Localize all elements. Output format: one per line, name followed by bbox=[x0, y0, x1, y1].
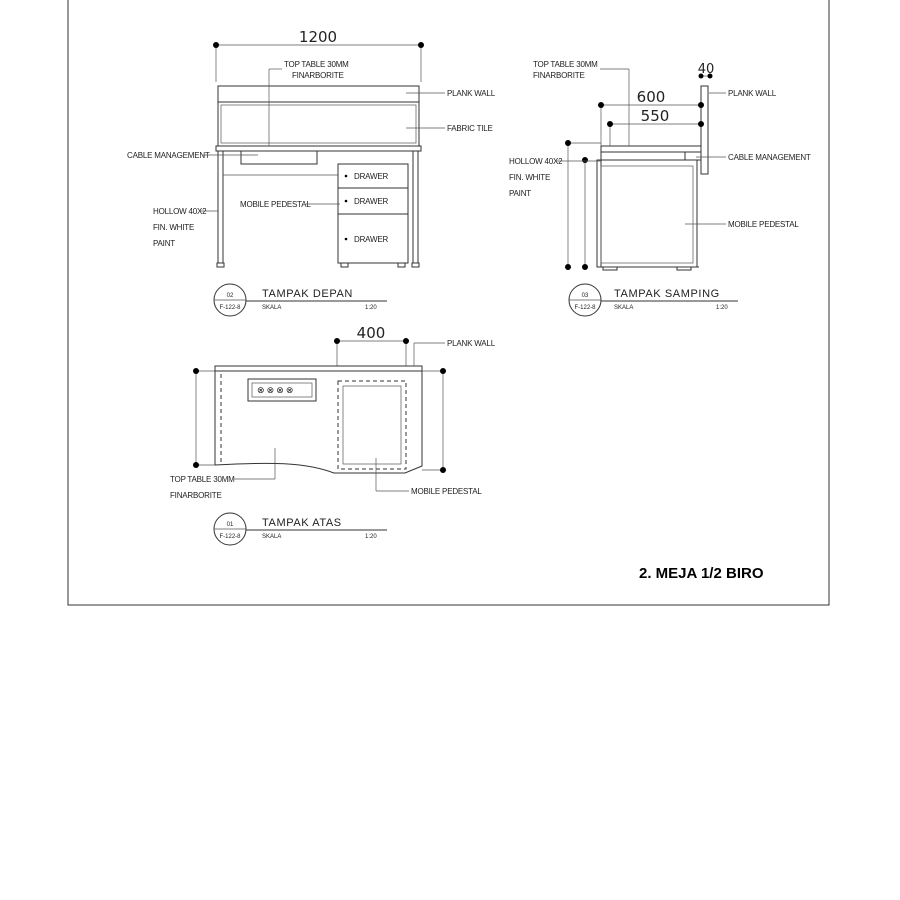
side-cable-tray bbox=[685, 152, 701, 160]
side-hollow-label-2: FIN. WHITE bbox=[509, 173, 551, 182]
side-top-table-label-2: FINARBORITE bbox=[533, 71, 585, 80]
side-dim-600: 600 bbox=[636, 88, 666, 106]
top-view-title: TAMPAK ATAS bbox=[262, 517, 342, 529]
svg-text:⊗ ⊗ ⊗ ⊗: ⊗ ⊗ ⊗ ⊗ bbox=[257, 385, 294, 395]
svg-text:SKALA: SKALA bbox=[614, 305, 634, 311]
front-hollow-label-2: FIN. WHITE bbox=[153, 223, 195, 232]
side-view bbox=[509, 60, 900, 900]
side-cable-mgmt-label: CABLE MANAGEMENT bbox=[728, 153, 811, 162]
svg-text:SKALA: SKALA bbox=[262, 305, 282, 311]
front-table-top bbox=[216, 146, 421, 151]
svg-text:F-122-8: F-122-8 bbox=[574, 305, 596, 311]
side-dim-40: 40 bbox=[697, 62, 715, 77]
svg-text:F-122-8: F-122-8 bbox=[219, 305, 241, 311]
front-view bbox=[127, 28, 496, 316]
sheet-title: 2. MEJA 1/2 BIRO bbox=[639, 565, 764, 582]
side-dim-550: 550 bbox=[640, 107, 670, 125]
svg-text:SKALA: SKALA bbox=[262, 534, 282, 540]
top-mobile-pedestal-label: MOBILE PEDESTAL bbox=[411, 487, 482, 496]
front-top-table-label-2: FINARBORITE bbox=[292, 71, 344, 80]
side-plank-wall-label: PLANK WALL bbox=[728, 89, 776, 98]
side-view-title: TAMPAK SAMPING bbox=[614, 288, 720, 300]
front-fabric-tile-label: FABRIC TILE bbox=[447, 124, 493, 133]
svg-text:1:20: 1:20 bbox=[716, 305, 728, 311]
top-top-table-label-2: FINARBORITE bbox=[170, 491, 222, 500]
front-drawer-3-label: DRAWER bbox=[354, 235, 389, 244]
top-pedestal-outline bbox=[338, 381, 406, 469]
front-top-table-label-1: TOP TABLE 30MM bbox=[284, 60, 349, 69]
svg-text:1:20: 1:20 bbox=[365, 534, 377, 540]
front-drawer-1-label: DRAWER bbox=[354, 172, 389, 181]
front-plank-wall-label: PLANK WALL bbox=[447, 89, 495, 98]
front-view-title: TAMPAK DEPAN bbox=[262, 288, 353, 300]
front-drawer-2-label: DRAWER bbox=[354, 197, 389, 206]
top-view bbox=[0, 324, 496, 900]
side-mobile-pedestal-label: MOBILE PEDESTAL bbox=[728, 220, 799, 229]
side-top-table-label-1: TOP TABLE 30MM bbox=[533, 60, 598, 69]
svg-text:F-122-8: F-122-8 bbox=[219, 534, 241, 540]
front-cable-tray bbox=[241, 151, 317, 164]
side-plank-wall bbox=[701, 86, 708, 174]
top-plank-wall-label: PLANK WALL bbox=[447, 339, 495, 348]
front-plank-wall bbox=[218, 86, 419, 102]
front-cable-mgmt-label: CABLE MANAGEMENT bbox=[127, 151, 210, 160]
side-hollow-label-3: PAINT bbox=[509, 189, 531, 198]
svg-text:1:20: 1:20 bbox=[365, 305, 377, 311]
front-fabric-tile bbox=[218, 102, 419, 146]
side-table-top bbox=[601, 146, 701, 152]
svg-text:02: 02 bbox=[226, 293, 234, 299]
front-hollow-label-1: HOLLOW 40X2 bbox=[153, 207, 207, 216]
side-hollow-label-1: HOLLOW 40X2 bbox=[509, 157, 563, 166]
svg-text:03: 03 bbox=[581, 293, 589, 299]
front-dim-width: 1200 bbox=[298, 28, 338, 46]
top-top-table-label-1: TOP TABLE 30MM bbox=[170, 475, 235, 484]
front-hollow-label-3: PAINT bbox=[153, 239, 175, 248]
front-mobile-pedestal-label: MOBILE PEDESTAL bbox=[240, 200, 311, 209]
top-dim-400: 400 bbox=[356, 324, 386, 342]
svg-text:01: 01 bbox=[226, 522, 234, 528]
top-plank-wall bbox=[215, 366, 422, 371]
